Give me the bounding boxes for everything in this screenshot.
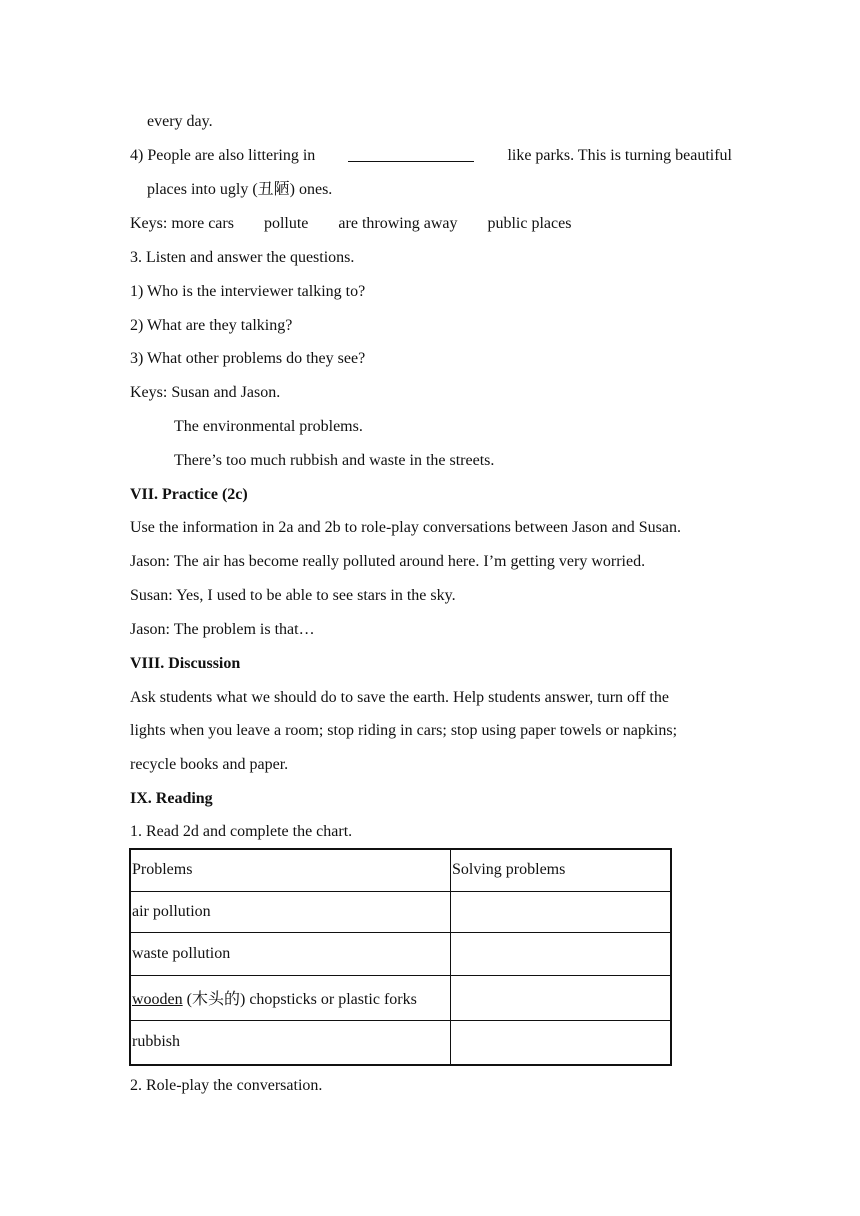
table-row bbox=[130, 975, 671, 1020]
table-row bbox=[130, 1020, 671, 1065]
question: 3) What other problems do they see? bbox=[130, 350, 366, 367]
answer-key: Keys: Susan and Jason. bbox=[130, 384, 281, 401]
problem-cell: air pollution bbox=[130, 891, 451, 932]
header-cell-problems: Problems bbox=[130, 849, 451, 891]
underlined-word: wooden bbox=[132, 991, 183, 1008]
key-item: Keys: more cars bbox=[130, 215, 234, 232]
table-row bbox=[130, 891, 671, 932]
key-item: public places bbox=[487, 215, 572, 232]
fill-blank bbox=[348, 146, 474, 162]
question: 2) What are they talking? bbox=[130, 317, 293, 334]
key-item: are throwing away bbox=[338, 215, 458, 232]
table-header-row bbox=[130, 849, 671, 891]
problem-text: (木头的) chopsticks or plastic forks bbox=[182, 991, 417, 1008]
problem-cell bbox=[130, 975, 451, 1020]
instruction: 1. Read 2d and complete the chart. bbox=[130, 823, 353, 840]
text-line: every day. bbox=[147, 113, 213, 130]
solution-cell bbox=[451, 932, 672, 975]
dialogue-line: Jason: The air has become really polluted around here. I’m getting very worried. bbox=[130, 553, 646, 570]
solution-cell bbox=[451, 1020, 672, 1065]
table-row bbox=[130, 932, 671, 975]
instruction: 2. Role-play the conversation. bbox=[130, 1077, 323, 1094]
section-title-practice: VII. Practice (2c) bbox=[130, 486, 248, 503]
dialogue-line: Jason: The problem is that… bbox=[130, 621, 315, 638]
section-heading: 3. Listen and answer the questions. bbox=[130, 249, 355, 266]
dialogue-line: Susan: Yes, I used to be able to see stars in the sky. bbox=[130, 587, 456, 604]
solution-cell bbox=[451, 975, 672, 1020]
text-segment: 4) People are also littering in bbox=[130, 147, 316, 164]
keys-line bbox=[130, 214, 597, 234]
key-item: pollute bbox=[263, 215, 309, 232]
paragraph-line: recycle books and paper. bbox=[130, 756, 289, 773]
header-cell-solving: Solving problems bbox=[451, 849, 672, 891]
problems-chart-table bbox=[129, 848, 672, 1066]
problem-cell: rubbish bbox=[130, 1020, 451, 1065]
section-title-reading: IX. Reading bbox=[130, 790, 213, 807]
solution-cell bbox=[451, 891, 672, 932]
answer-key: There’s too much rubbish and waste in the streets. bbox=[174, 452, 495, 469]
paragraph-line: lights when you leave a room; stop riding in cars; stop using paper towels or napkins; bbox=[130, 722, 678, 739]
question: 1) Who is the interviewer talking to? bbox=[130, 283, 366, 300]
text-line-4 bbox=[130, 146, 732, 166]
problem-cell: waste pollution bbox=[130, 932, 451, 975]
section-title-discussion: VIII. Discussion bbox=[130, 655, 241, 672]
text-segment: like parks. This is turning beautiful bbox=[507, 147, 732, 164]
paragraph-line: Ask students what we should do to save the earth. Help students answer, turn off the bbox=[130, 689, 669, 706]
answer-key: The environmental problems. bbox=[174, 418, 363, 435]
paragraph-line: Use the information in 2a and 2b to role-play conversations between Jason and Susan. bbox=[130, 519, 681, 536]
text-line: places into ugly (丑陋) ones. bbox=[147, 181, 333, 198]
